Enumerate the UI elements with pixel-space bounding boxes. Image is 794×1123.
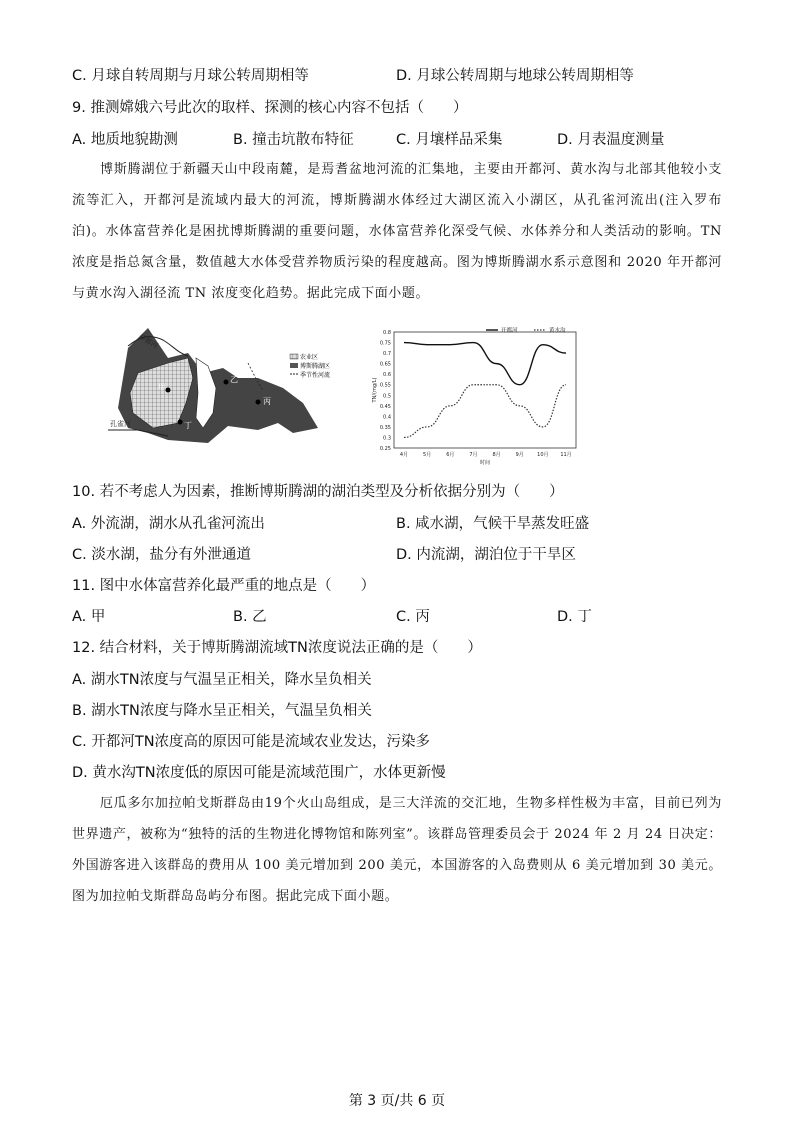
y-axis-label: TN/(mg/L) — [372, 377, 378, 403]
q12-option-a: A. 湖水TN浓度与气温呈正相关，降水呈负相关 — [72, 672, 372, 688]
q11-option-d: D. 丁 — [557, 609, 592, 625]
y-tick-label: 0.45 — [379, 403, 391, 410]
y-tick-label: 0.55 — [379, 382, 391, 389]
legend-lake-swatch — [290, 363, 298, 368]
passage-bosten-lake: 博斯腾湖位于新疆天山中段南麓，是焉耆盆地河流的汇集地，主要由开都河、黄水沟与北部其他较小支流等汇入，开都河是流域内最大的河流，博斯腾湖水体经过大湖区流入小湖区，从孔雀河流出(注入罗布泊)。水体富营养化是困扰博斯腾湖的重要问题，水体富营养化深受气候、水体养分和人类活动的影响。TN 浓度是指总氮含量，数值越大水体受营养物质污染的程度越高。图为博斯腾湖水系示意图和 2020 年开都河与黄水沟入湖径流 TN 浓度变化趋势。据此完成下面小题。 — [72, 162, 722, 301]
passage-galapagos: 厄瓜多尔加拉帕戈斯群岛由19个火山岛组成，是三大洋流的交汇地，生物多样性极为丰富，目前已列为世界遗产，被称为“独特的活的生物进化博物馆和陈列室”。该群岛管理委员会于 2024 年 2 月 24 日决定：外国游客进入该群岛的费用从 100 美元增加到 200 美元，本国游客的入岛费则从 6 美元增加到 30 美元。图为加拉帕戈斯群岛岛屿分布图。据此完成下面小题。 — [72, 796, 722, 904]
x-axis-label: 时间 — [479, 460, 491, 466]
series-line-huangshuigou — [404, 385, 566, 438]
q10-option-b: B. 咸水湖，气候干旱蒸发旺盛 — [396, 516, 590, 532]
point-jia: 甲 — [158, 383, 166, 392]
y-tick-label: 0.3 — [383, 435, 391, 442]
x-tick-label: 6月 — [446, 452, 455, 458]
q12-option-c: C. 开都河TN浓度高的原因可能是流域农业发达，污染多 — [72, 734, 431, 750]
q9-option-b: B. 撞击坑散布特征 — [233, 132, 354, 148]
legend-agri-label: 农业区 — [300, 354, 319, 361]
q10-stem: 10. 若不考虑人为因素，推断博斯腾湖的湖泊类型及分析依据分别为（ ） — [72, 484, 564, 500]
q12-stem: 12. 结合材料，关于博斯腾湖流域TN浓度说法正确的是（ ） — [72, 640, 482, 656]
y-tick-label: 0.75 — [379, 340, 391, 347]
q10-option-d: D. 内流湖，湖泊位于干旱区 — [396, 547, 576, 563]
q9-option-c: C. 月壤样品采集 — [396, 132, 503, 148]
y-tick-label: 0.5 — [383, 393, 391, 400]
y-tick-label: 0.65 — [379, 361, 391, 368]
q12-option-b: B. 湖水TN浓度与降水呈正相关，气温呈负相关 — [72, 703, 372, 719]
q8-option-d: D. 月球公转周期与地球公转周期相等 — [396, 68, 634, 84]
x-tick-label: 11月 — [560, 452, 572, 458]
q8-option-c: C. 月球自转周期与月球公转周期相等 — [72, 68, 309, 84]
y-tick-label: 0.4 — [383, 414, 391, 421]
legend-label-1: 黄水沟 — [549, 328, 566, 334]
series-line-kaidu — [404, 343, 566, 385]
tn-concentration-chart — [368, 322, 586, 472]
y-tick-label: 0.8 — [383, 330, 391, 336]
y-tick-label: 0.6 — [383, 372, 391, 379]
q11-option-c: C. 丙 — [396, 609, 430, 625]
legend-seasonal-label: 季节性河流 — [300, 372, 331, 379]
legend-label-0: 开都河 — [501, 328, 518, 334]
point-bing: 丙 — [263, 397, 271, 406]
x-tick-label: 7月 — [469, 452, 478, 458]
q9-option-d: D. 月表温度测量 — [557, 132, 665, 148]
y-tick-label: 0.25 — [379, 446, 391, 452]
point-jia-marker — [166, 388, 171, 393]
chart-plot-frame — [394, 332, 576, 448]
point-ding: 丁 — [184, 421, 192, 430]
point-yi-marker — [224, 380, 229, 385]
x-tick-label: 8月 — [492, 452, 501, 458]
y-tick-label: 0.7 — [383, 351, 391, 358]
x-tick-label: 5月 — [423, 452, 432, 458]
x-tick-label: 4月 — [399, 452, 409, 458]
q9-stem: 9. 推测嫦娥六号此次的取样、探测的核心内容不包括（ ） — [72, 100, 468, 116]
x-tick-label: 10月 — [537, 452, 549, 458]
q12-option-d: D. 黄水沟TN浓度低的原因可能是流域范围广，水体更新慢 — [72, 765, 446, 781]
q11-option-b: B. 乙 — [233, 609, 267, 625]
q11-option-a: A. 甲 — [72, 609, 106, 625]
point-yi: 乙 — [230, 375, 238, 384]
kongque-river-label: 孔雀河 — [110, 420, 131, 428]
x-tick-label: 9月 — [515, 452, 524, 458]
point-bing-marker — [256, 400, 261, 405]
legend-lake-label: 博斯腾湖区 — [300, 363, 331, 370]
legend-agri-swatch — [290, 354, 298, 359]
point-ding-marker — [178, 420, 183, 425]
q9-option-a: A. 地质地貌勘测 — [72, 132, 178, 148]
q10-option-a: A. 外流湖，湖水从孔雀河流出 — [72, 516, 265, 532]
kaidu-river-label: 开都河 — [137, 332, 160, 351]
bosten-lake-map — [108, 318, 334, 450]
page-footer: 第 3 页/共 6 页 — [348, 1093, 446, 1109]
y-tick-label: 0.35 — [379, 424, 391, 431]
q10-option-c: C. 淡水湖，盐分有外泄通道 — [72, 547, 251, 563]
q11-stem: 11. 图中水体富营养化最严重的地点是（ ） — [72, 578, 376, 594]
